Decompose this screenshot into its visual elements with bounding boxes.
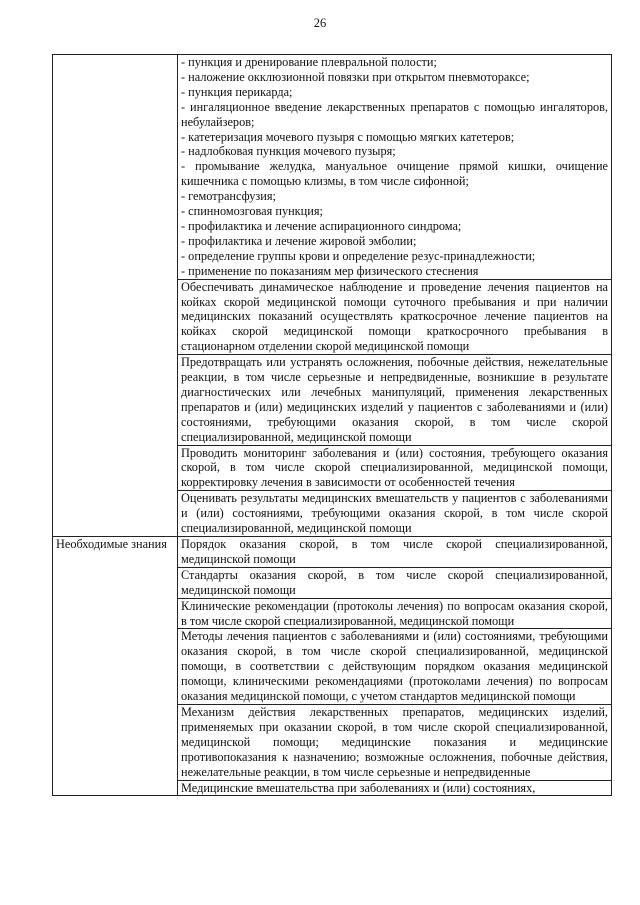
skill-text: Проводить мониторинг заболевания и (или) состояния, требующего оказания скорой, в том числе скорой специализированной, медицинской помощи, корректировку лечения в зависимости от особенностей течения [181, 445, 608, 490]
list-item: - наложение окклюзионной повязки при открытом пневмотораксе; [181, 69, 530, 84]
list-item: - катетеризация мочевого пузыря с помощью мягких катетеров; [181, 129, 515, 144]
list-item: - надлобковая пункция мочевого пузыря; [181, 144, 396, 159]
knowledge-text: Порядок оказания скорой, в том числе скорой специализированной, медицинской помощи [181, 537, 608, 566]
knowledge-text: Стандарты оказания скорой, в том числе скорой специализированной, медицинской помощи [181, 567, 608, 597]
knowledge-cell [178, 567, 612, 598]
skill-cell [178, 445, 612, 491]
list-item: - гемотрансфузия; [181, 189, 276, 204]
list-item: - ингаляционное введение лекарственных препаратов с помощью ингаляторов, небулайзеров; [181, 99, 608, 129]
section-label-cell [53, 55, 178, 537]
knowledge-cell [178, 598, 612, 629]
list-item: - промывание желудка, мануальное очищение прямой кишки, очищение кишечника с помощью клизмы, в том числе сифонной; [181, 159, 608, 189]
knowledge-text: Медицинские вмешательства при заболеваниях и (или) состояниях, [181, 780, 536, 795]
list-item: - спинномозговая пункция; [181, 204, 323, 219]
skill-cell [178, 491, 612, 537]
table-row [53, 55, 612, 280]
knowledge-cell [178, 780, 612, 796]
list-item: - пункция перикарда; [181, 84, 293, 99]
list-item: - профилактика и лечение жировой эмболии; [181, 233, 417, 248]
table-row [53, 537, 612, 568]
list-item: - определение группы крови и определение резус-принадлежности; [181, 248, 536, 263]
list-item: - пункция и дренирование плевральной полости; [181, 55, 437, 69]
skill-cell [178, 279, 612, 355]
skill-text: Оценивать результаты медицинских вмешательств у пациентов с заболеваниями и (или) состояниями, требующими оказания скорой, в том числе скорой специализированной, медицинской помощи [181, 491, 608, 536]
section-label-knowledge: Необходимые знания [53, 537, 178, 796]
skill-text: Обеспечивать динамическое наблюдение и проведение лечения пациентов на койках скорой медицинской помощи суточного пребывания и при наличии медицинских показаний осуществлять краткосрочное лечение пациентов на койках скорой медицинской помощи краткосрочного пребывания в стационарном отделении скорой медицинской помощи [181, 279, 608, 354]
knowledge-text: Методы лечения пациентов с заболеваниями и (или) состояниями, требующими оказания скорой, в том числе скорой специализированной, медицинской помощи, в соответствии с действующим порядком оказания медицинской помощи, клиническими рекомендациями (протоколами лечения) по вопросам оказания медицинской помощи, с учетом стандартов медицинской помощи [181, 629, 608, 704]
skill-cell [178, 355, 612, 445]
knowledge-text: Механизм действия лекарственных препаратов, медицинских изделий, применяемых при оказании скорой, в том числе скорой специализированной, медицинской помощи; медицинские показания и медицинские противопоказания к назначению; возможные осложнения, побочные действия, нежелательные реакции, в том числе серьезные и непредвиденные [181, 704, 608, 779]
list-item: - применение по показаниям мер физического стеснения [181, 263, 479, 278]
competency-table [52, 54, 612, 796]
knowledge-cell [178, 537, 612, 568]
knowledge-cell [178, 629, 612, 705]
procedure-list-cell [178, 55, 612, 280]
knowledge-cell [178, 704, 612, 780]
skill-text: Предотвращать или устранять осложнения, побочные действия, нежелательные реакции, в том числе серьезные и непредвиденные, возникшие в результате диагностических или лечебных манипуляций, применения лекарственных препаратов и (или) медицинских изделий у пациентов с заболеваниями и (или) состояниями, требующими оказания скорой, в том числе скорой специализированной, медицинской помощи [181, 355, 608, 444]
page-number: 26 [313, 16, 327, 30]
knowledge-text: Клинические рекомендации (протоколы лечения) по вопросам оказания скорой, в том числе скорой специализированной, медицинской помощи [181, 598, 608, 628]
list-item: - профилактика и лечение аспирационного синдрома; [181, 218, 462, 233]
